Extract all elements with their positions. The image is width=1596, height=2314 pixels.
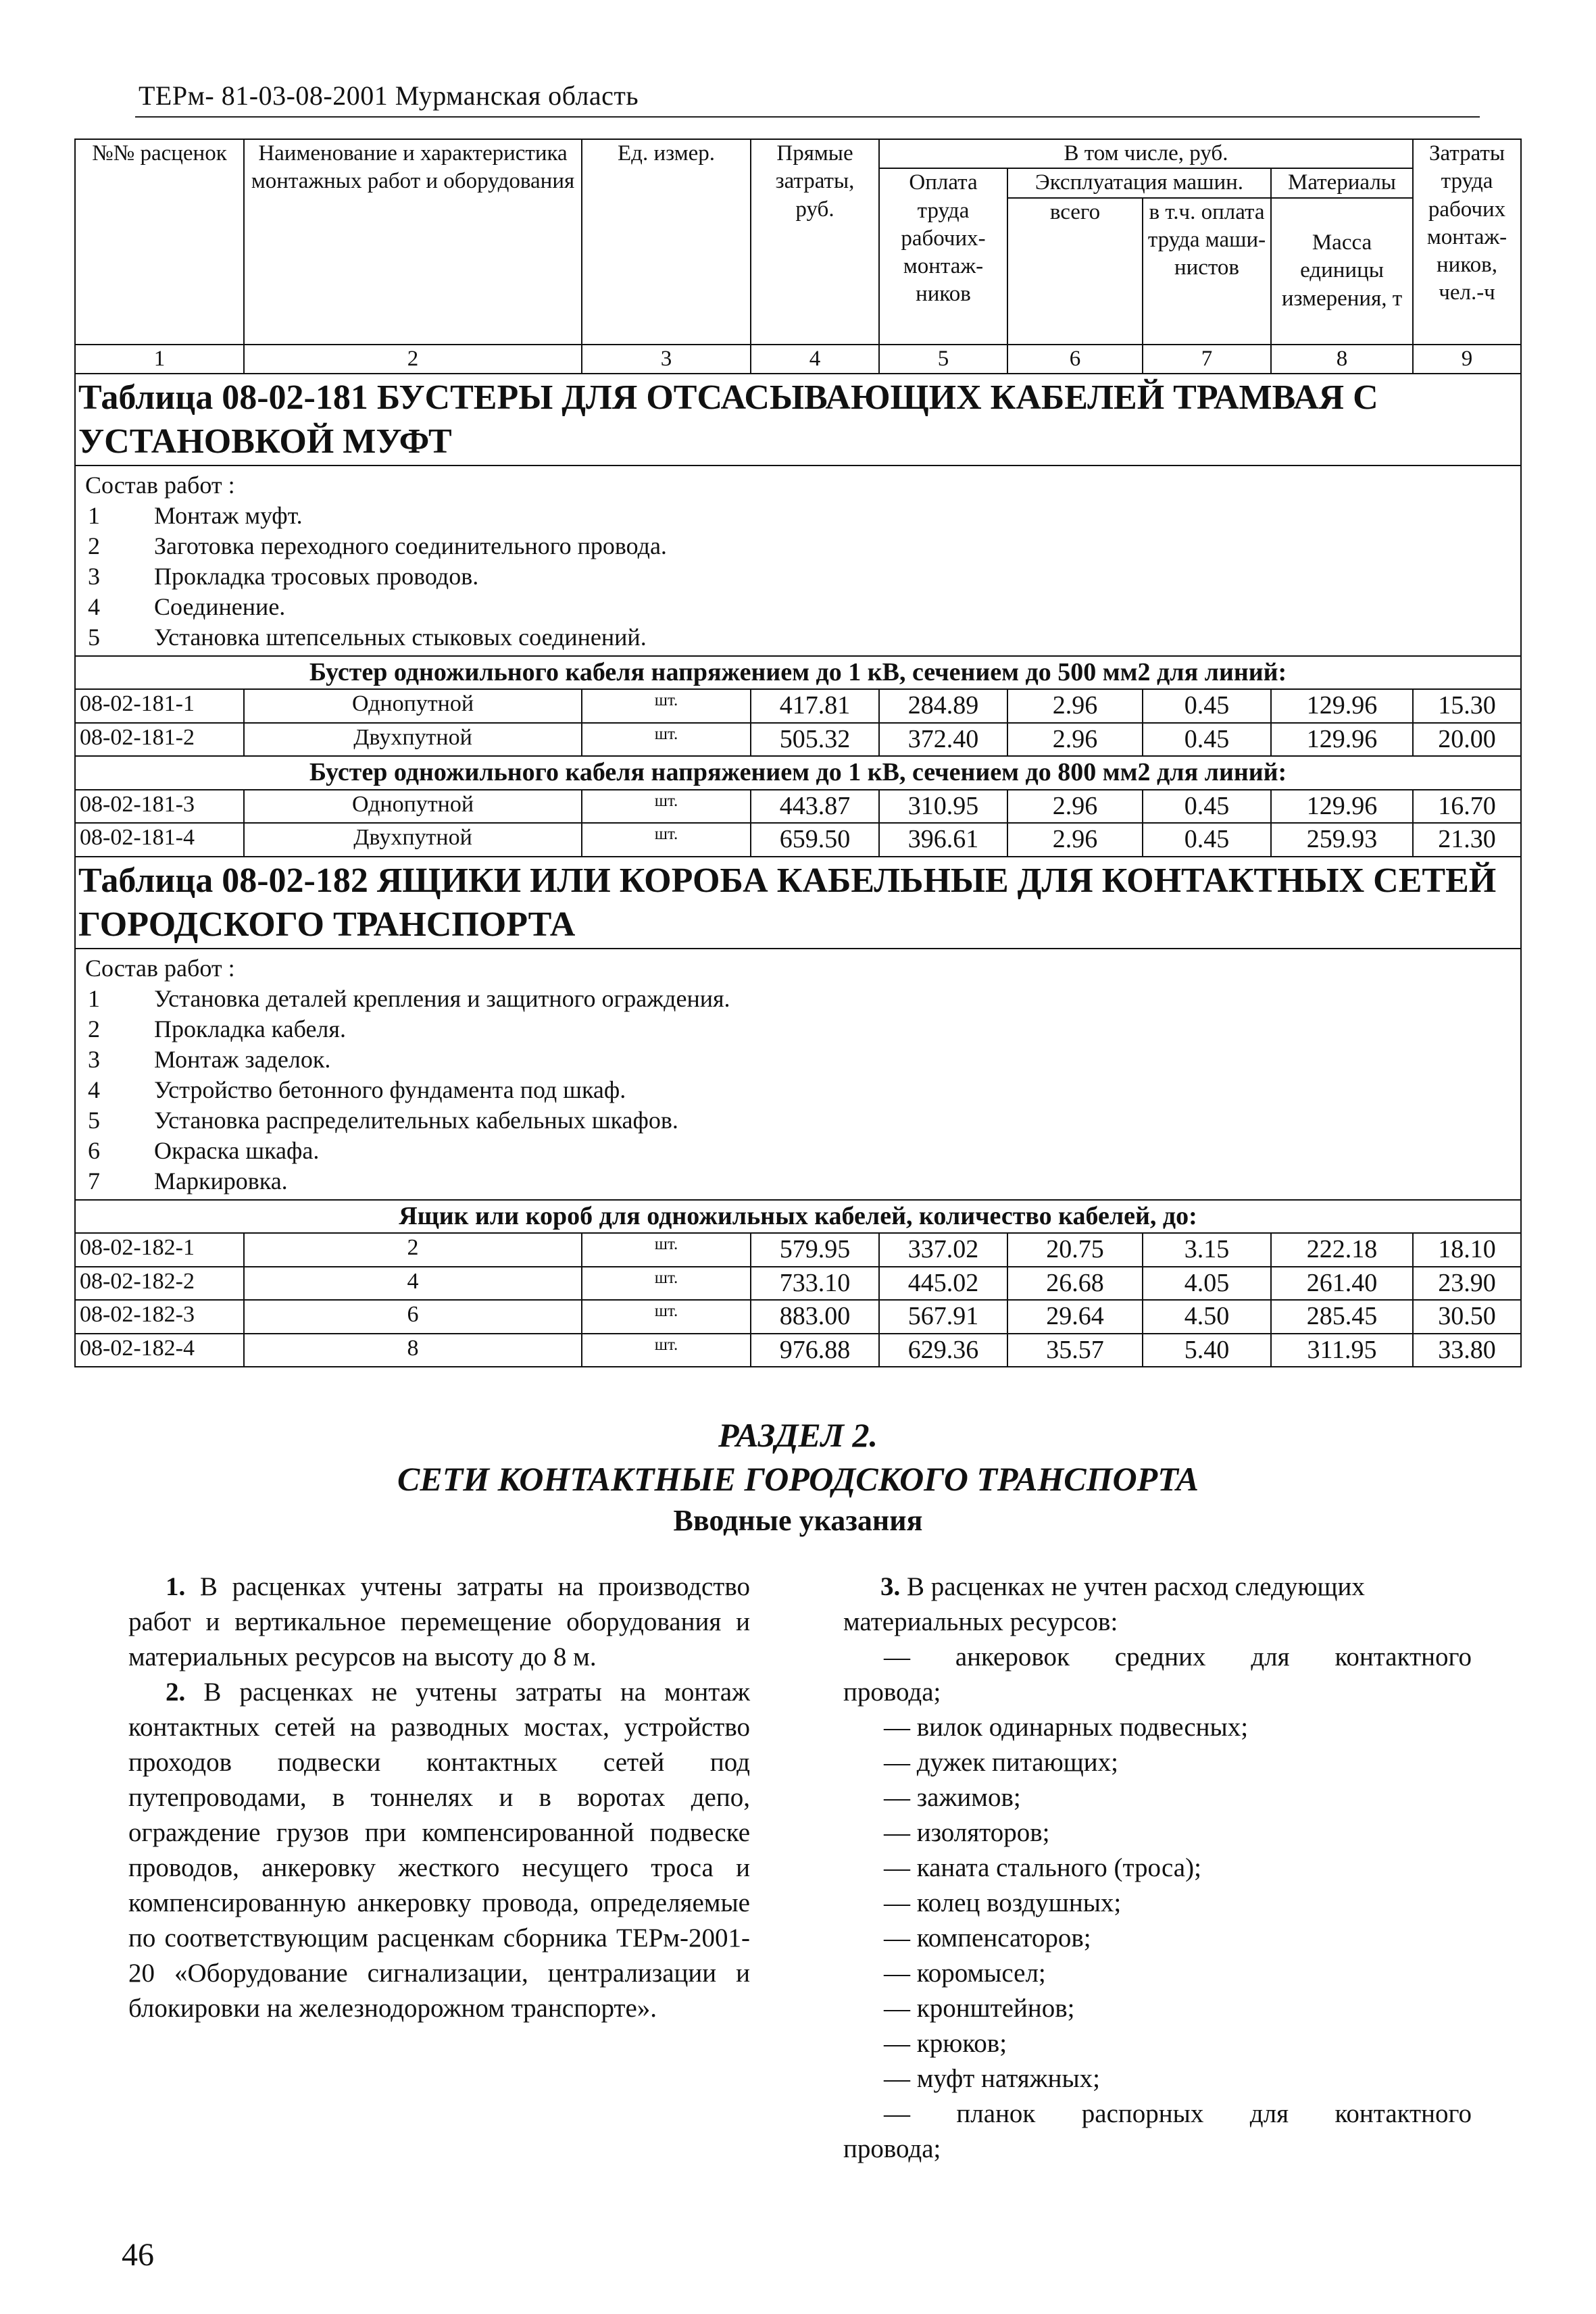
colnum: 4 (751, 345, 879, 374)
colnum: 3 (582, 345, 751, 374)
cell-mass: 129.96 (1271, 689, 1413, 723)
table-row (75, 723, 1521, 757)
cell-mass: 285.45 (1271, 1300, 1413, 1334)
list-item: — коромысел; (884, 1959, 1046, 1988)
head-machines: Эксплуатация машин. (1007, 168, 1271, 197)
cell-mach: 2.96 (1007, 790, 1143, 824)
cell-labor: 310.95 (879, 790, 1007, 824)
cell-mass: 259.93 (1271, 823, 1413, 857)
list-item: 1 Установка деталей крепления и защитного ограждения. (88, 984, 730, 1012)
group-title: Бустер одножильного кабеля напряжением до 1 кВ, сечением до 800 мм2 для линий: (75, 756, 1521, 790)
composition-label: Состав работ : (85, 471, 235, 499)
table-row (75, 823, 1521, 857)
cell-labor: 567.91 (879, 1300, 1007, 1334)
table-181-composition-row (75, 466, 1521, 656)
group-title-row (75, 656, 1521, 690)
colnum: 7 (1143, 345, 1271, 374)
cell-mach-labor: 5.40 (1143, 1334, 1271, 1367)
table-181-title: Таблица 08-02-181 БУСТЕРЫ ДЛЯ ОТСАСЫВАЮЩИХ КАБЕЛЕЙ ТРАМВАЯ С УСТАНОВКОЙ МУФТ (75, 374, 1521, 466)
cell-direct: 579.95 (751, 1233, 879, 1267)
group-title-row (75, 1200, 1521, 1234)
paragraph-1 (128, 1569, 750, 1675)
cell-labor: 445.02 (879, 1267, 1007, 1301)
header-rule (135, 116, 1480, 118)
cell-unit: шт. (582, 689, 751, 723)
list-item: — каната стального (троса); (884, 1853, 1201, 1882)
list-item: 5 Установка штепсельных стыковых соединений. (88, 623, 647, 651)
list-item: 2 Заготовка переходного соединительного провода. (88, 532, 667, 559)
head-name: Наименование и характеристика монтажных работ и оборудования (244, 139, 582, 345)
cell-direct: 976.88 (751, 1334, 879, 1367)
table-row (75, 790, 1521, 824)
table-row (75, 689, 1521, 723)
head-including: В том числе, руб. (879, 139, 1413, 168)
cell-code: 08-02-181-3 (75, 790, 244, 824)
left-column (128, 1569, 750, 2026)
list-item: — колец воздушных; (884, 1888, 1122, 1917)
section-subtitle: Вводные указания (673, 1504, 923, 1537)
table-182-composition (75, 949, 1521, 1200)
paragraph-3 (843, 1569, 1472, 1640)
list-item: 5 Установка распределительных кабельных шкафов. (88, 1106, 678, 1134)
cell-unit: шт. (582, 1300, 751, 1334)
price-table (74, 139, 1522, 1367)
cell-labor: 337.02 (879, 1233, 1007, 1267)
table-182-composition-row (75, 949, 1521, 1200)
section-number: РАЗДЕЛ 2. (718, 1416, 878, 1454)
list-item: — изоляторов; (884, 1818, 1050, 1847)
cell-unit: шт. (582, 723, 751, 757)
section-title: СЕТИ КОНТАКТНЫЕ ГОРОДСКОГО ТРАНСПОРТА (397, 1460, 1199, 1498)
page-header: ТЕРм- 81-03-08-2001 Мурманская область (139, 80, 639, 111)
cell-direct: 883.00 (751, 1300, 879, 1334)
cell-direct: 505.32 (751, 723, 879, 757)
cell-code: 08-02-181-1 (75, 689, 244, 723)
cell-mach-labor: 0.45 (1143, 689, 1271, 723)
cell-name: Двухпутной (244, 823, 582, 857)
head-mach-labor: в т.ч. оплата труда маши-нистов (1143, 198, 1271, 345)
colnum: 8 (1271, 345, 1413, 374)
paragraph-number: 1. (166, 1572, 186, 1601)
cell-mach: 35.57 (1007, 1334, 1143, 1367)
cell-hours: 15.30 (1413, 689, 1521, 723)
cell-unit: шт. (582, 823, 751, 857)
cell-mach-labor: 4.05 (1143, 1267, 1271, 1301)
table-head-row-1 (75, 139, 1521, 168)
paragraph-number: 3. (880, 1572, 901, 1601)
composition-label: Состав работ : (85, 954, 235, 982)
cell-hours: 23.90 (1413, 1267, 1521, 1301)
colnum: 1 (75, 345, 244, 374)
group-title: Ящик или короб для одножильных кабелей, количество кабелей, до: (75, 1200, 1521, 1234)
cell-code: 08-02-181-2 (75, 723, 244, 757)
list-item: — вилок одинарных подвесных; (884, 1713, 1249, 1742)
cell-labor: 629.36 (879, 1334, 1007, 1367)
right-column (843, 1569, 1472, 2167)
cell-name: Однопутной (244, 689, 582, 723)
cell-mach: 2.96 (1007, 723, 1143, 757)
head-materials: Материалы (1271, 168, 1413, 197)
cell-unit: шт. (582, 1267, 751, 1301)
table-row (75, 1233, 1521, 1267)
colnum: 6 (1007, 345, 1143, 374)
colnum: 2 (244, 345, 582, 374)
cell-direct: 443.87 (751, 790, 879, 824)
table-182-title: Таблица 08-02-182 ЯЩИКИ ИЛИ КОРОБА КАБЕЛЬНЫЕ ДЛЯ КОНТАКТНЫХ СЕТЕЙ ГОРОДСКОГО ТРАНСПОРТА (75, 857, 1521, 949)
list-item: 1 Монтаж муфт. (88, 501, 303, 529)
list-item: 6 Окраска шкафа. (88, 1136, 320, 1164)
paragraph-text: В расценках не учтен расход следующих материальных ресурсов: (843, 1572, 1365, 1636)
cell-direct: 417.81 (751, 689, 879, 723)
cell-mach-labor: 3.15 (1143, 1233, 1271, 1267)
cell-code: 08-02-181-4 (75, 823, 244, 857)
cell-hours: 20.00 (1413, 723, 1521, 757)
cell-name: Двухпутной (244, 723, 582, 757)
cell-code: 08-02-182-3 (75, 1300, 244, 1334)
cell-mass: 129.96 (1271, 790, 1413, 824)
cell-unit: шт. (582, 790, 751, 824)
cell-code: 08-02-182-4 (75, 1334, 244, 1367)
list-item: — зажимов; (884, 1783, 1021, 1812)
head-unit: Ед. измер. (582, 139, 751, 345)
cell-name: 4 (244, 1267, 582, 1301)
cell-direct: 659.50 (751, 823, 879, 857)
cell-labor: 396.61 (879, 823, 1007, 857)
group-title-row (75, 756, 1521, 790)
cell-code: 08-02-182-1 (75, 1233, 244, 1267)
colnum: 5 (879, 345, 1007, 374)
cell-name: 8 (244, 1334, 582, 1367)
paragraph-number: 2. (166, 1678, 186, 1707)
head-mach-total: всего (1007, 198, 1143, 345)
cell-hours: 18.10 (1413, 1233, 1521, 1267)
list-item-continuation: провода; (843, 2134, 941, 2163)
list-item: — крюков; (884, 2029, 1007, 2058)
cell-mach-labor: 0.45 (1143, 790, 1271, 824)
paragraph-text: В расценках учтены затраты на производство работ и вертикальное перемещение оборудования и материальных ресурсов на высоту до 8 м. (128, 1572, 751, 1671)
cell-hours: 16.70 (1413, 790, 1521, 824)
cell-mach: 20.75 (1007, 1233, 1143, 1267)
list-item: 4 Устройство бетонного фундамента под шкаф. (88, 1076, 626, 1103)
list-item: — планок распорных для контактного (884, 2099, 1472, 2128)
column-numbers-row (75, 345, 1521, 374)
list-item: — дужек питающих; (884, 1748, 1118, 1777)
cell-mach: 2.96 (1007, 823, 1143, 857)
table-182-title-row (75, 857, 1521, 949)
cell-mach: 29.64 (1007, 1300, 1143, 1334)
cell-unit: шт. (582, 1233, 751, 1267)
cell-hours: 30.50 (1413, 1300, 1521, 1334)
group-title: Бустер одножильного кабеля напряжением до 1 кВ, сечением до 500 мм2 для линий: (75, 656, 1521, 690)
cell-labor: 284.89 (879, 689, 1007, 723)
cell-unit: шт. (582, 1334, 751, 1367)
cell-name: Однопутной (244, 790, 582, 824)
table-row (75, 1300, 1521, 1334)
list-item-continuation: провода; (843, 1678, 941, 1707)
cell-mach-labor: 4.50 (1143, 1300, 1271, 1334)
list-item: — компенсаторов; (884, 1923, 1091, 1953)
cell-code: 08-02-182-2 (75, 1267, 244, 1301)
list-item: 7 Маркировка. (88, 1167, 288, 1194)
list-item: 3 Монтаж заделок. (88, 1045, 331, 1073)
table-row (75, 1267, 1521, 1301)
cell-mass: 261.40 (1271, 1267, 1413, 1301)
list-item: — муфт натяжных; (884, 2064, 1101, 2093)
head-code: №№ расценок (75, 139, 244, 345)
cell-name: 2 (244, 1233, 582, 1267)
cell-mach-labor: 0.45 (1143, 723, 1271, 757)
paragraph-2 (128, 1675, 750, 2026)
cell-mass: 311.95 (1271, 1334, 1413, 1367)
table-181-title-row (75, 374, 1521, 466)
cell-name: 6 (244, 1300, 582, 1334)
cell-hours: 33.80 (1413, 1334, 1521, 1367)
cell-hours: 21.30 (1413, 823, 1521, 857)
cell-mach: 26.68 (1007, 1267, 1143, 1301)
list-item: 4 Соединение. (88, 593, 286, 620)
colnum: 9 (1413, 345, 1521, 374)
head-hours: Затраты труда рабочих монтаж-ников, чел.-ч (1413, 139, 1521, 345)
cell-mach: 2.96 (1007, 689, 1143, 723)
cell-direct: 733.10 (751, 1267, 879, 1301)
cell-mach-labor: 0.45 (1143, 823, 1271, 857)
list-item: — кронштейнов; (884, 1994, 1075, 2023)
head-mass: Масса единицы измерения, т (1271, 198, 1413, 345)
table-181-composition (75, 466, 1521, 656)
head-labor: Оплата труда рабочих-монтаж-ников (879, 168, 1007, 344)
head-direct: Прямые затраты, руб. (751, 139, 879, 345)
paragraph-text: В расценках не учтены затраты на монтаж контактных сетей на разводных мостах, устройство проходов подвески контактных сетей под путепроводами, в тоннелях и в воротах депо, ограждение грузов при компенсированной подвеске проводов, анкеровку жесткого несущего троса и компенсированную анкеровку провода, определяемые по соответствующим расценкам сборника ТЕРм-2001-20 «Оборудование сигнализации, централизации и блокировки на железнодорожном транспорте». (128, 1678, 751, 2023)
page-number: 46 (122, 2237, 154, 2273)
list-item: 3 Прокладка тросовых проводов. (88, 562, 479, 590)
cell-mass: 222.18 (1271, 1233, 1413, 1267)
list-item: — анкеровок средних для контактного (884, 1642, 1472, 1671)
cell-mass: 129.96 (1271, 723, 1413, 757)
table-row (75, 1334, 1521, 1367)
list-item: 2 Прокладка кабеля. (88, 1015, 346, 1042)
cell-labor: 372.40 (879, 723, 1007, 757)
